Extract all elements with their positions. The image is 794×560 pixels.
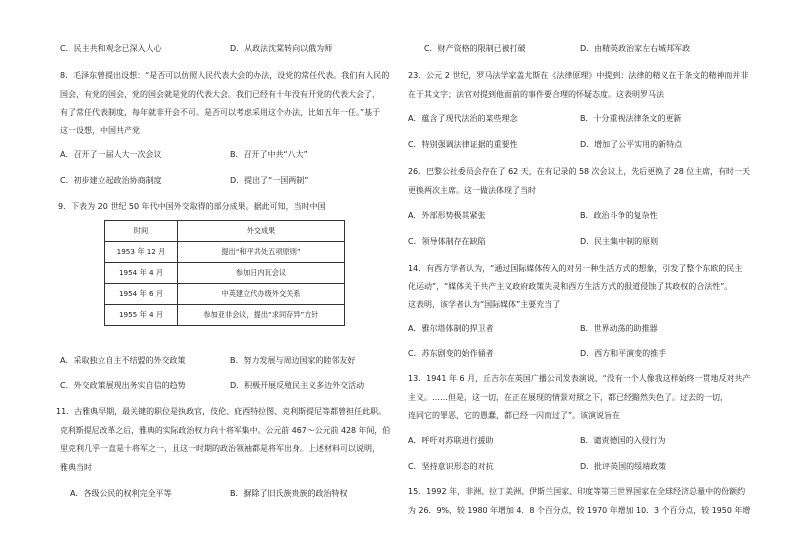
q15-line-2: 为 26．9%，较 1980 年增加 4．8 个百分点，较 1970 年增加 10．3 个百分点，较 1950 年增: [408, 506, 751, 515]
q26-option-c: C．领导体制存在缺陷: [408, 237, 486, 246]
q13-line-3: 连同它的罪恶，它的愚蠢，都已经一闪而过了”。该演说旨在: [408, 411, 621, 420]
q13-option-c: C．坚持意识形态的对抗: [408, 462, 494, 471]
q11-line-3: 里克利几乎一直是十将军之一，且这一时期的政治领袖都是将军出身。上述材料可以说明，: [60, 444, 380, 453]
table-cell-result: 参加亚非会议，提出“求同存异”方针: [178, 305, 345, 326]
table-header-result: 外交成果: [178, 221, 345, 242]
table-cell-time: 1954 年 6 月: [105, 284, 178, 305]
q8-line-2: 国会，有党的国会，党的国会就是党的代表大会。我们已经有十年没有开党的代表大会了，: [60, 90, 380, 99]
q9-option-b: B．努力发展与周边国家的睦邻友好: [230, 356, 356, 365]
q23-line-2: 在于其文字；法官对提到他面前的事件要合理的怀疑态度。这表明罗马法: [408, 90, 664, 99]
q8-line-1: 8．毛泽东曾提出设想：“是否可以仿照人民代表大会的办法，设党的常任代表。我们有人民的: [60, 71, 390, 80]
q8-line-4: 这一设想，中国共产党: [60, 126, 140, 135]
q8-option-b: B．召开了中共“八大”: [230, 150, 308, 159]
table-header-row: [105, 221, 345, 242]
table-header-time: 时间: [105, 221, 178, 242]
q26-line-1: 26．巴黎公社委员会存在了 62 天，在有记录的 58 次会议上，先后更换了 28 位主席，有时一天: [408, 167, 750, 176]
q14-option-b: B．世界动荡的助推器: [580, 324, 658, 333]
q23-option-a: A．蕴含了现代法治的某些理念: [408, 114, 518, 123]
q23-option-d: D．增加了公平实用的新特点: [580, 140, 683, 149]
q14-line-1: 14．有西方学者认为，“通过国际媒体传入的对另一种生活方式的想象，引发了整个东欧的民主: [408, 264, 743, 273]
q26-option-d: D．民主集中制的原则: [580, 237, 659, 246]
q13-option-a: A．呼吁对苏联进行援助: [408, 436, 494, 445]
q13-option-b: B．谴责德国的入侵行为: [580, 436, 666, 445]
q14-option-a: A．雅尔塔体制的捍卫者: [408, 324, 494, 333]
q13-option-d: D．批评英国的绥靖政策: [580, 462, 667, 471]
q26-option-a: A．外部形势极其紧张: [408, 211, 486, 220]
q13-line-2: 主义。……但是，这一切，在正在展现的情景对照之下，都已经黯然失色了。过去的一切，: [408, 393, 728, 402]
table-cell-time: 1954 年 4 月: [105, 263, 178, 284]
table-cell-result: 提出“和平共处五项原则”: [178, 242, 345, 263]
q26-line-2: 更换两次主席。这一做法体现了当时: [408, 186, 536, 195]
q23-option-c: C．特别强调法律证据的重要性: [408, 140, 518, 149]
q9-option-d: D．积极开展反殖民主义多边外交活动: [230, 381, 365, 390]
q8-option-d: D．提出了“一国两制”: [230, 176, 309, 185]
q9-table: [104, 220, 345, 326]
q15-line-1: 15．1992 年，非洲、拉丁美洲、伊斯兰国家、印度等第三世界国家在全球经济总量中的份额约: [408, 487, 746, 496]
table-cell-result: 参加日内瓦会议: [178, 263, 345, 284]
q8-line-3: 有了常任代表制度，每年就非开会不可。是否可以考虑采用这个办法，比如五年一任。”基于: [60, 108, 381, 117]
q11-option-a: A．各级公民的权利完全平等: [70, 489, 172, 498]
q11-line-4: 雅典当时: [60, 463, 92, 472]
q8-option-c: C．初步建立起政治协商制度: [60, 176, 162, 185]
q13-line-1: 13．1941 年 6 月，丘吉尔在英国广播公司发表演说，“没有一个人像我这样始终一贯地反对共产: [408, 374, 751, 383]
q14-line-2: 化运动”，“媒体关于共产主义政府政策失灵和西方生活方式的报道侵蚀了其政权的合法性”。: [408, 282, 733, 291]
q23-line-1: 23．公元 2 世纪，罗马法学家盖尤斯在《法律原理》中提到：法律的精义在于条文的精神而并非: [408, 71, 749, 80]
q7-option-d: D．从政法沈棠转向以俄为师: [230, 44, 333, 53]
q14-line-3: 这表明，该学者认为“国际媒体”主要充当了: [408, 300, 561, 309]
q8-option-a: A．召开了一届人大一次会议: [60, 150, 162, 159]
table-cell-time: 1955 年 4 月: [105, 305, 178, 326]
q9-option-c: C．外交政策展现出务实自信的趋势: [60, 381, 186, 390]
table-cell-time: 1953 年 12 月: [105, 242, 178, 263]
q22-option-d: D．由精英政治家左右城邦军政: [580, 44, 691, 53]
q22-option-c: C．财产资格的限制已被打破: [424, 44, 526, 53]
q14-option-d: D．西方和平演变的推手: [580, 349, 667, 358]
q7-option-c: C．民主共和观念已深入人心: [60, 44, 162, 53]
table-row: [105, 263, 345, 284]
q26-option-b: B．政治斗争的复杂性: [580, 211, 658, 220]
q11-line-1: 11．古雅典早期，最关键的职位是执政官，伎伦、庇西特拉图、克利斯提尼等都曾担任此职。: [56, 407, 387, 416]
q23-option-b: B．十分重视法律条文的更新: [580, 114, 682, 123]
q9-stem: 9．下表为 20 世纪 50 年代中国外交取得的部分成果。据此可知，当时中国: [58, 202, 326, 211]
table-row: [105, 305, 345, 326]
table-row: [105, 284, 345, 305]
table-cell-result: 中英建立代办级外交关系: [178, 284, 345, 305]
q9-option-a: A．采取独立自主不结盟的外交政策: [60, 356, 186, 365]
q14-option-c: C．苏东剧变的始作俑者: [408, 349, 494, 358]
table-row: [105, 242, 345, 263]
q11-line-2: 克利斯提尼改革之后，雅典的实际政治权力向十将军集中。公元前 467～公元前 428 年间，伯: [60, 426, 391, 435]
q11-option-b: B．摒除了旧氏族贵族的政治特权: [230, 489, 348, 498]
